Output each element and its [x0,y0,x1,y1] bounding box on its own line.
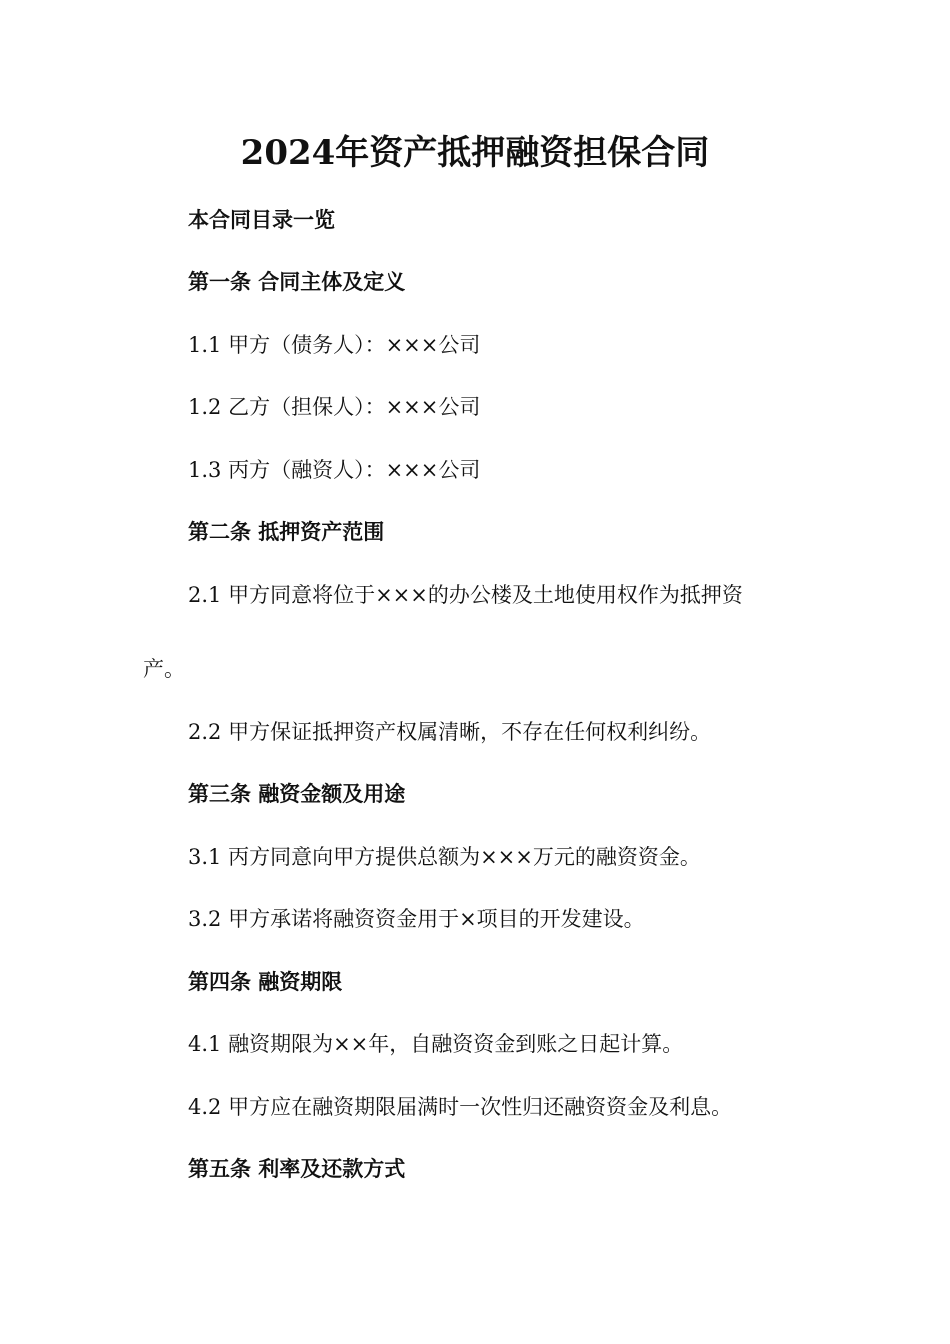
clause-2-2: 2.2 甲方保证抵押资产权属清晰，不存在任何权利纠纷。 [188,720,712,744]
clause-3-1: 3.1 丙方同意向甲方提供总额为×××万元的融资资金。 [188,845,701,869]
clause-2-1-continued: 产。 [143,657,185,681]
clause-4-1: 4.1 融资期限为××年，自融资资金到账之日起计算。 [188,1032,684,1056]
section-heading-3: 第三条 融资金额及用途 [188,781,406,806]
section-heading-4: 第四条 融资期限 [188,969,343,994]
section-heading-1: 第一条 合同主体及定义 [188,269,406,294]
section-heading-5: 第五条 利率及还款方式 [188,1156,406,1181]
clause-1-1: 1.1 甲方（债务人）：×××公司 [188,333,481,357]
toc-heading: 本合同目录一览 [188,207,335,232]
clause-1-3: 1.3 丙方（融资人）：×××公司 [188,458,481,482]
clause-4-2: 4.2 甲方应在融资期限届满时一次性归还融资资金及利息。 [188,1095,733,1119]
section-heading-2: 第二条 抵押资产范围 [188,519,385,544]
clause-3-2: 3.2 甲方承诺将融资资金用于×项目的开发建设。 [188,907,645,931]
document-title: 2024年资产抵押融资担保合同 [240,133,710,173]
clause-2-1: 2.1 甲方同意将位于×××的办公楼及土地使用权作为抵押资 [188,583,743,607]
clause-1-2: 1.2 乙方（担保人）：×××公司 [188,395,481,419]
